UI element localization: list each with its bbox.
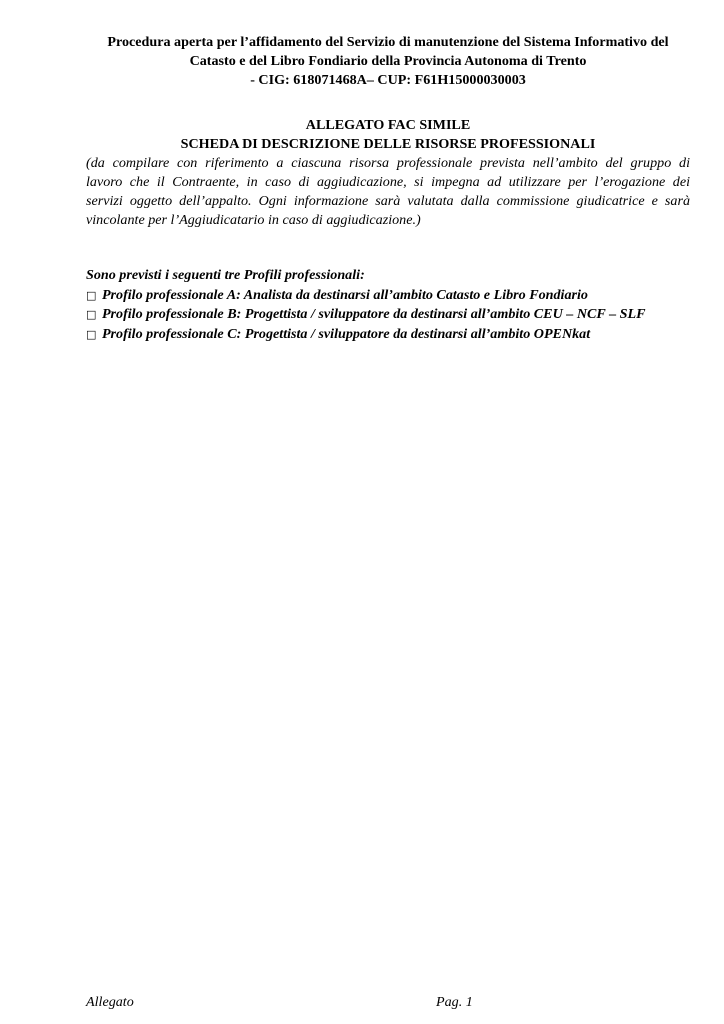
header-line-3: - CIG: 618071468A– CUP: F61H15000030003 (250, 72, 526, 88)
document-header (86, 33, 690, 90)
allegato-title: ALLEGATO FAC SIMILE (305, 117, 471, 133)
description-line: lavoro che il Contraente, in caso di aggiudicazione, si impegna ad utilizzare per l’erogazione dei (86, 174, 690, 190)
profile-item-b (86, 305, 690, 325)
description-line: (da compilare con riferimento a ciascuna risorsa professionale prevista nell’ambito del gruppo di (86, 155, 690, 171)
profile-label: Profilo professionale C: Progettista / sviluppatore da destinarsi all’ambito OPENkat (101, 325, 591, 342)
header-line-1: Procedura aperta per l’affidamento del Servizio di manutenzione del Sistema Informativo del (107, 34, 669, 50)
profile-label: Profilo professionale A: Analista da destinarsi all’ambito Catasto e Libro Fondiario (101, 286, 588, 303)
profiles-section (86, 266, 690, 344)
footer-document-label: Allegato (86, 994, 134, 1010)
allegato-description (86, 154, 690, 230)
checkbox-icon: □ (86, 327, 97, 341)
checkbox-icon: □ (86, 288, 97, 302)
page-footer (86, 993, 690, 1013)
description-line: servizi oggetto dell’appalto. Ogni informazione sarà valutata dalla commissione giudicatrice e sarà (86, 193, 690, 209)
checkbox-icon: □ (86, 308, 97, 321)
footer-page-number: Pag. 1 (436, 994, 473, 1010)
allegato-section (86, 116, 690, 230)
profiles-intro: Sono previsti i seguenti tre Profili professionali: (86, 267, 365, 283)
profile-item-c (86, 325, 690, 345)
scheda-title: SCHEDA DI DESCRIZIONE DELLE RISORSE PROFESSIONALI (180, 136, 596, 152)
header-line-2: Catasto e del Libro Fondiario della Provincia Autonoma di Trento (189, 53, 587, 69)
profile-label: Profilo professionale B: Progettista / sviluppatore da destinarsi all’ambito CEU – NCF – SLF (101, 306, 646, 322)
profile-item-a (86, 286, 690, 306)
description-line: vincolante per l’Aggiudicatario in caso di aggiudicazione.) (86, 212, 421, 228)
